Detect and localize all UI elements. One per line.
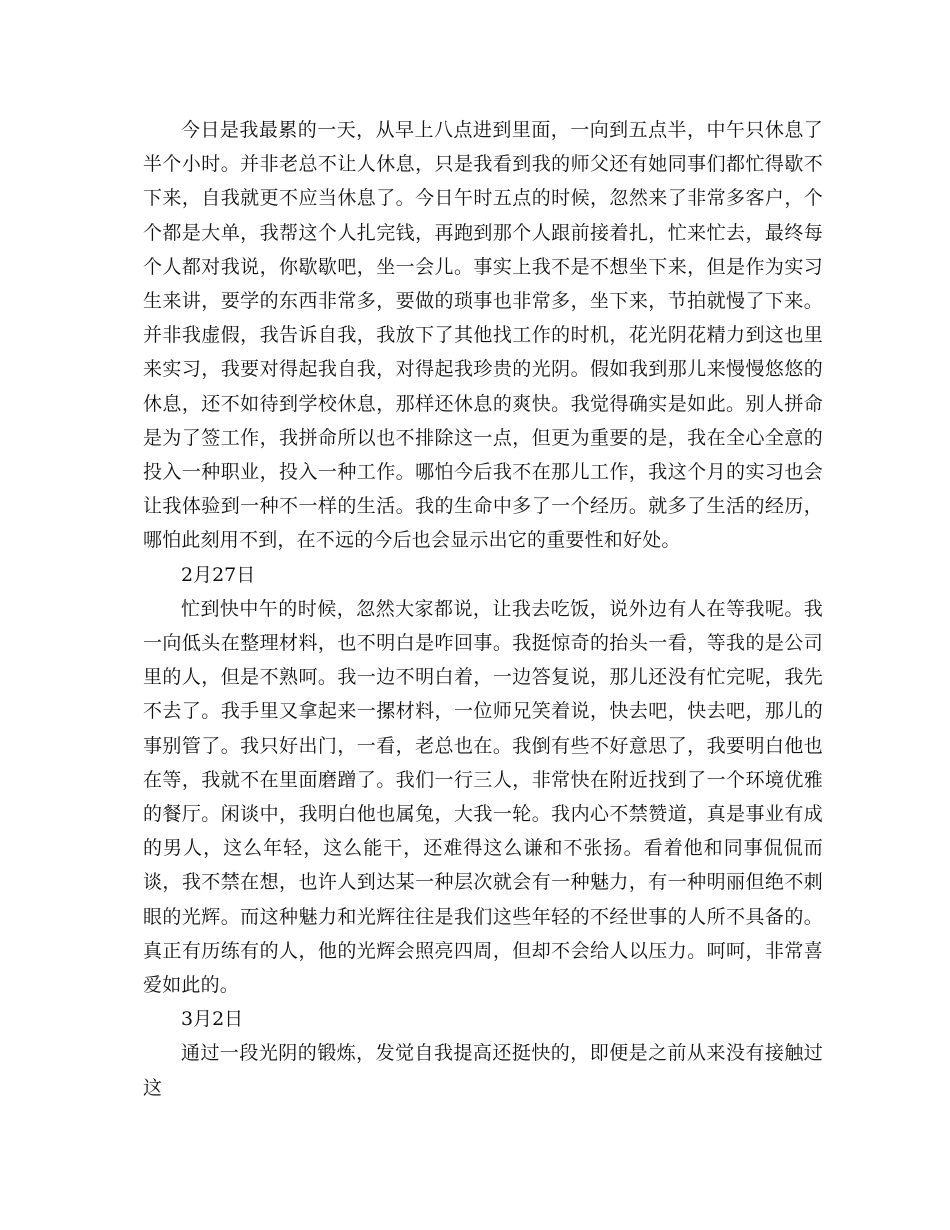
paragraph-mar-2-entry: 通过一段光阴的锻炼，发觉自我提高还挺快的，即便是之前从来没有接触过这 bbox=[143, 1042, 823, 1099]
paragraph-day-entry: 今日是我最累的一天，从早上八点进到里面，一向到五点半，中午只休息了半个小时。并非老总不让人休息，只是我看到我的师父还有她同事们都忙得歇不下来，自我就更不应当休息了。今日午时五点的时候，忽然来了非常多客户，个个都是大单，我帮这个人扎完钱，再跑到那个人跟前接着扎，忙来忙去，最终每个人都对我说，你歇歇吧，坐一会儿。事实上我不是不想坐下来，但是作为实习生来讲，要学的东西非常多，要做的琐事也非常多，坐下来，节拍就慢了下来。并非我虚假，我告诉自我，我放下了其他找工作的时机，花光阴花精力到这也里来实习，我要对得起我自我，对得起我珍贵的光阴。假如我到那儿来慢慢悠悠的休息，还不如待到学校休息，那样还休息的爽快。我觉得确实是如此。别人拼命是为了签工作，我拼命所以也不排除这一点，但更为重要的是，我在全心全意的投入一种职业，投入一种工作。哪怕今后我不在那儿工作，我这个月的实习也会让我体验到一种不一样的生活。我的生命中多了一个经历。就多了生活的经历，哪怕此刻用不到，在不远的今后也会显示出它的重要性和好处。 bbox=[143, 119, 823, 552]
date-heading-feb-27: 2月27日 bbox=[181, 563, 256, 586]
document-body bbox=[143, 113, 823, 1105]
paragraph-feb-27-entry: 忙到快中午的时候，忽然大家都说，让我去吃饭，说外边有人在等我呢。我一向低头在整理材料，也不明白是咋回事。我挺惊奇的抬头一看，等我的是公司里的人，但是不熟呵。我一边不明白着，一边答复说，那儿还没有忙完呢，我先不去了。我手里又拿起来一摞材料，一位师兄笑着说，快去吧，快去吧，那儿的事别管了。我只好出门，一看，老总也在。我倒有些不好意思了，我要明白他也在等，我就不在里面磨蹭了。我们一行三人，非常快在附近找到了一个环境优雅的餐厅。闲谈中，我明白他也属兔，大我一轮。我内心不禁赞道，真是事业有成的男人，这么年轻，这么能干，还难得这么谦和不张扬。看着他和同事侃侃而谈，我不禁在想，也许人到达某一种层次就会有一种魅力，有一种明丽但绝不刺眼的光辉。而这种魅力和光辉往往是我们这些年轻的不经世事的人所不具备的。真正有历练有的人，他的光辉会照亮四周，但却不会给人以压力。呵呵，非常喜爱如此的。 bbox=[143, 597, 823, 997]
date-heading-mar-2: 3月2日 bbox=[181, 1008, 244, 1031]
